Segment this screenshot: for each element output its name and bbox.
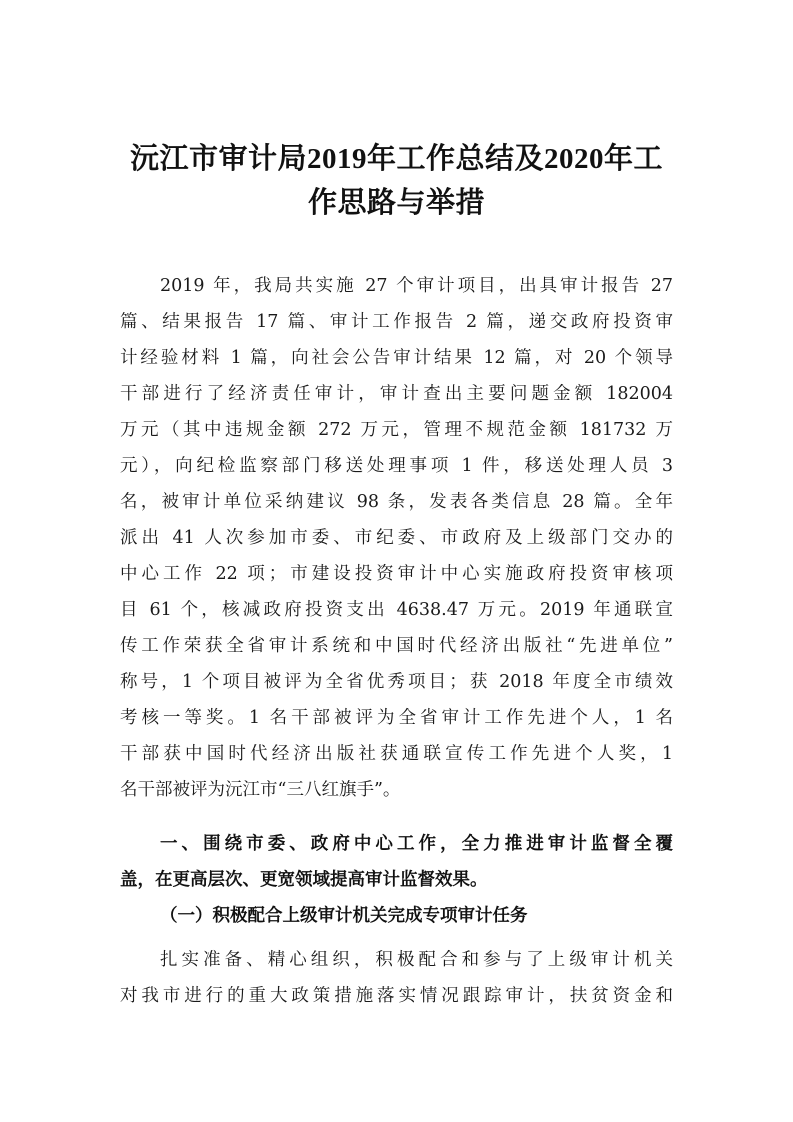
subsection-1-heading: （一）积极配合上级审计机关完成专项审计任务 [160, 906, 528, 926]
paragraph-line: 称号，1 个项目被评为全省优秀项目；获 2018 年度全市绩效 [120, 672, 673, 692]
document-title-line-2: 作思路与举措 [307, 187, 485, 219]
document-title-line-1: 沅江市审计局2019年工作总结及2020年工 [129, 143, 663, 175]
paragraph-line: 元），向纪检监察部门移送处理事项 1 件，移送处理人员 3 [120, 456, 673, 476]
paragraph-line: 篇、结果报告 17 篇、审计工作报告 2 篇，递交政府投资审 [120, 312, 673, 332]
paragraph-line: 传工作荣获全省审计系统和中国时代经济出版社“先进单位” [120, 636, 673, 656]
paragraph-line: 2019 年，我局共实施 27 个审计项目，出具审计报告 27 [160, 276, 673, 296]
paragraph-line: 目 61 个，核减政府投资支出 4638.47 万元。2019 年通联宣 [120, 600, 673, 620]
paragraph-line: 考核一等奖。1 名干部被评为全省审计工作先进个人，1 名 [120, 708, 673, 728]
paragraph-line: 派出 41 人次参加市委、市纪委、市政府及上级部门交办的 [120, 528, 673, 548]
paragraph-line: 名干部被评为沅江市“三八红旗手”。 [120, 780, 401, 800]
paragraph-line: 干部进行了经济责任审计，审计查出主要问题金额 182004 [120, 384, 673, 404]
section-heading-line: 一、围绕市委、政府中心工作，全力推进审计监督全覆 [160, 834, 673, 854]
paragraph-line: 扎实准备、精心组织，积极配合和参与了上级审计机关 [160, 950, 673, 970]
paragraph-line: 名，被审计单位采纳建议 98 条，发表各类信息 28 篇。全年 [120, 492, 673, 512]
paragraph-line: 中心工作 22 项；市建设投资审计中心实施政府投资审核项 [120, 564, 673, 584]
paragraph-line: 干部获中国时代经济出版社获通联宣传工作先进个人奖，1 [120, 744, 673, 764]
paragraph-line: 对我市进行的重大政策措施落实情况跟踪审计，扶贫资金和 [120, 986, 673, 1006]
paragraph-line: 计经验材料 1 篇，向社会公告审计结果 12 篇，对 20 个领导 [120, 348, 673, 368]
section-heading-line: 盖，在更高层次、更宽领域提高审计监督效果。 [120, 870, 488, 890]
paragraph-line: 万元（其中违规金额 272 万元，管理不规范金额 181732 万 [120, 420, 673, 440]
